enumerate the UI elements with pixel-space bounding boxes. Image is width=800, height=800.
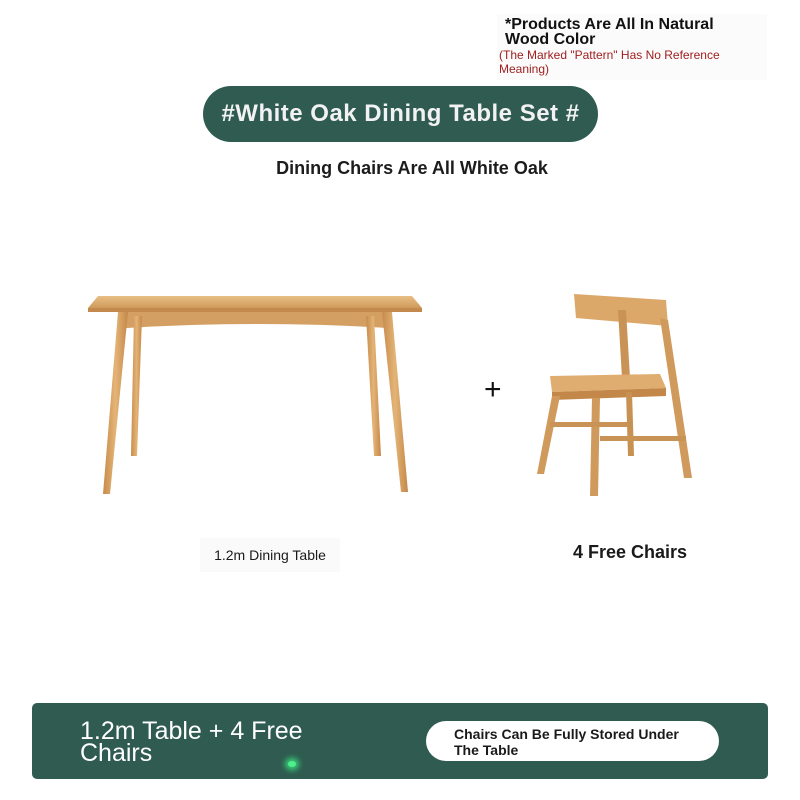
plus-icon: + xyxy=(484,373,502,406)
feature-pill xyxy=(426,721,719,761)
color-note xyxy=(497,14,767,80)
color-note-main: *Products Are All In Natural Wood Color xyxy=(505,16,714,48)
chairs-label: 4 Free Chairs xyxy=(572,542,688,562)
title-banner xyxy=(203,86,598,142)
page-title: #White Oak Dining Table Set # xyxy=(221,100,580,127)
feature-text: Chairs Can Be Fully Stored Under The Table xyxy=(454,726,679,758)
table-label: 1.2m Dining Table xyxy=(200,538,340,572)
promo-banner xyxy=(32,703,768,779)
glow-dot xyxy=(288,761,296,767)
banner-title: 1.2m Table + 4 Free Chairs xyxy=(80,717,303,767)
dining-chair-image xyxy=(530,288,700,500)
color-note-disclaimer: (The Marked "Pattern" Has No Reference Meaning) xyxy=(499,48,720,76)
subtitle: Dining Chairs Are All White Oak xyxy=(276,158,548,178)
dining-table-image xyxy=(80,286,430,496)
